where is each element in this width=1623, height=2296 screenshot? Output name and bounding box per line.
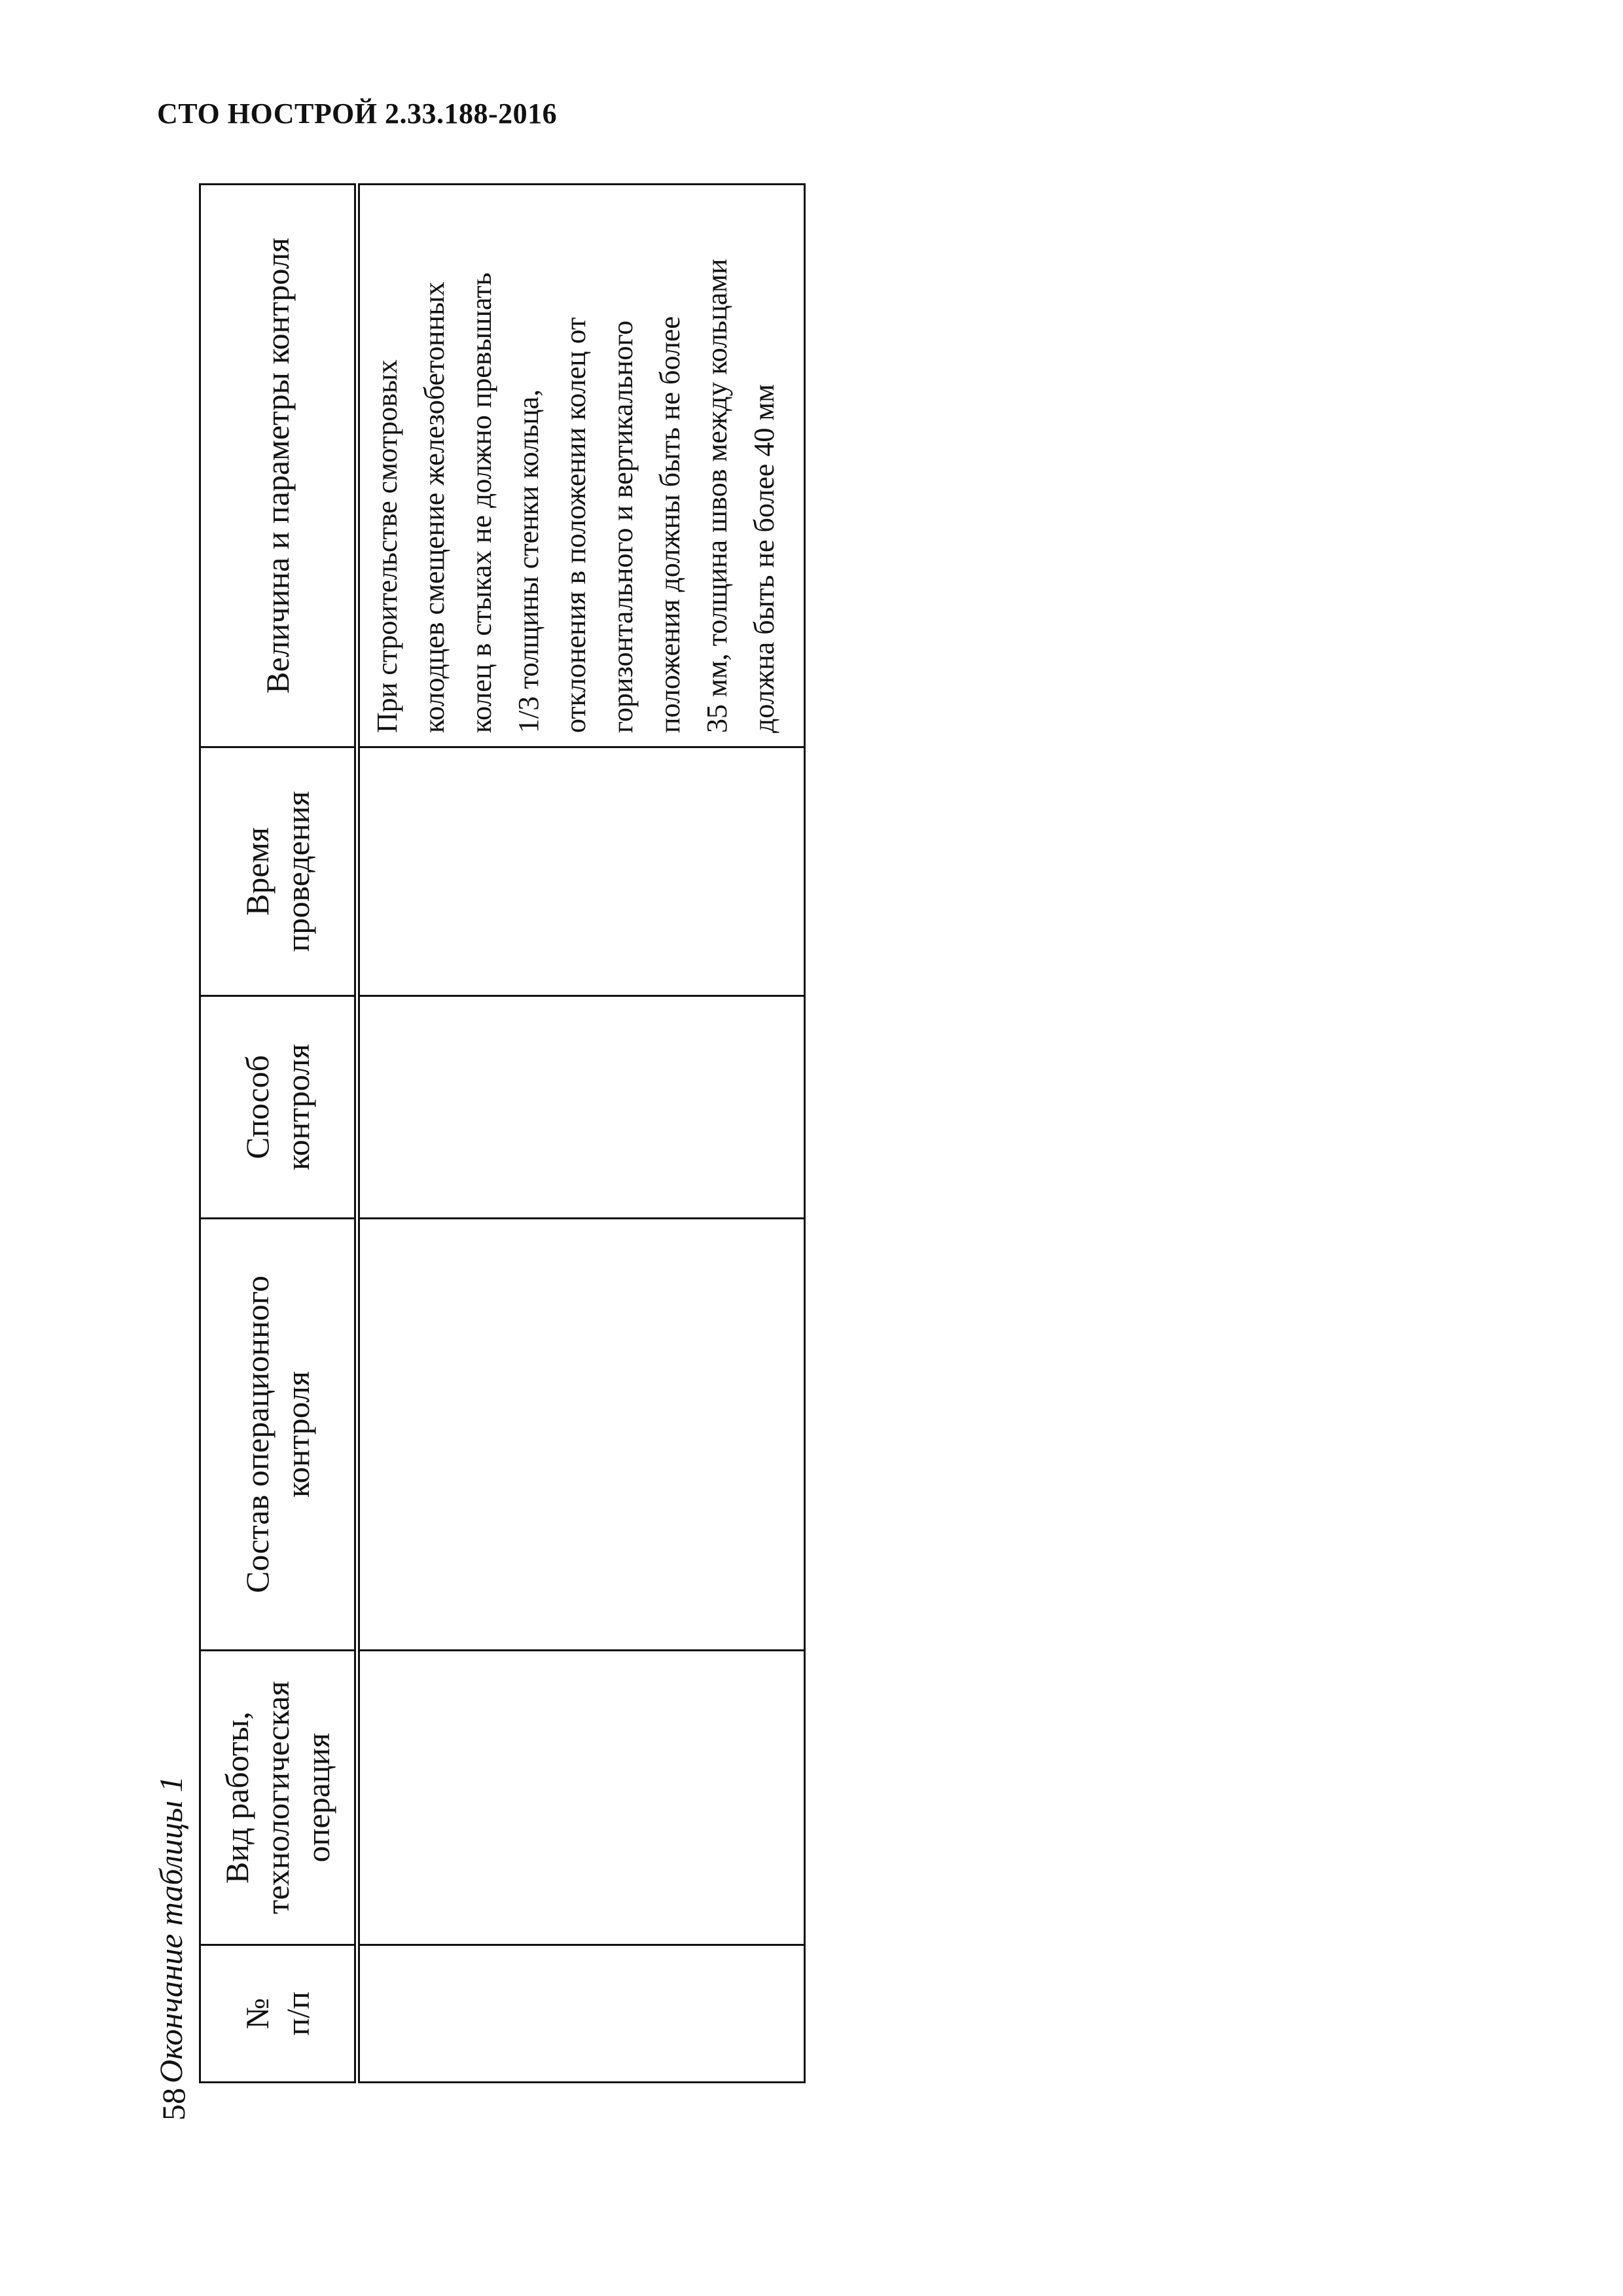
parameters-text: При строительстве смотровых колодцев смещение железобетонных колец в стыках не должно превышать 1/3 толщины стенки кольца, отклонения в положении колец от горизонтального и вертикального положения должны быть не более 35 мм, толщина швов между кольцами должна быть не более 40 мм (371, 259, 780, 733)
cell-control-method (357, 996, 805, 1219)
cell-number (357, 1945, 805, 2083)
column-header-control-method: Способ контроля (200, 996, 357, 1219)
column-header-time: Время проведения (200, 747, 357, 996)
table-header-row (200, 185, 357, 2083)
document-header: СТО НОСТРОЙ 2.33.188-2016 (157, 98, 558, 130)
table-caption: Окончание таблицы 1 (152, 1776, 189, 2083)
column-header-control-composition: Состав операционного контроля (200, 1219, 357, 1651)
control-table (199, 183, 806, 2083)
rotated-table-block (148, 185, 806, 2083)
page-number: 58 (155, 2088, 192, 2121)
cell-time (357, 747, 805, 996)
column-header-work-type: Вид работы, технологическая операция (200, 1651, 357, 1945)
cell-parameters (357, 185, 805, 747)
cell-control-composition (357, 1219, 805, 1651)
table-row (357, 185, 805, 2083)
cell-work-type (357, 1651, 805, 1945)
column-header-number: № п/п (200, 1945, 357, 2083)
column-header-parameters: Величина и параметры контроля (200, 185, 357, 747)
